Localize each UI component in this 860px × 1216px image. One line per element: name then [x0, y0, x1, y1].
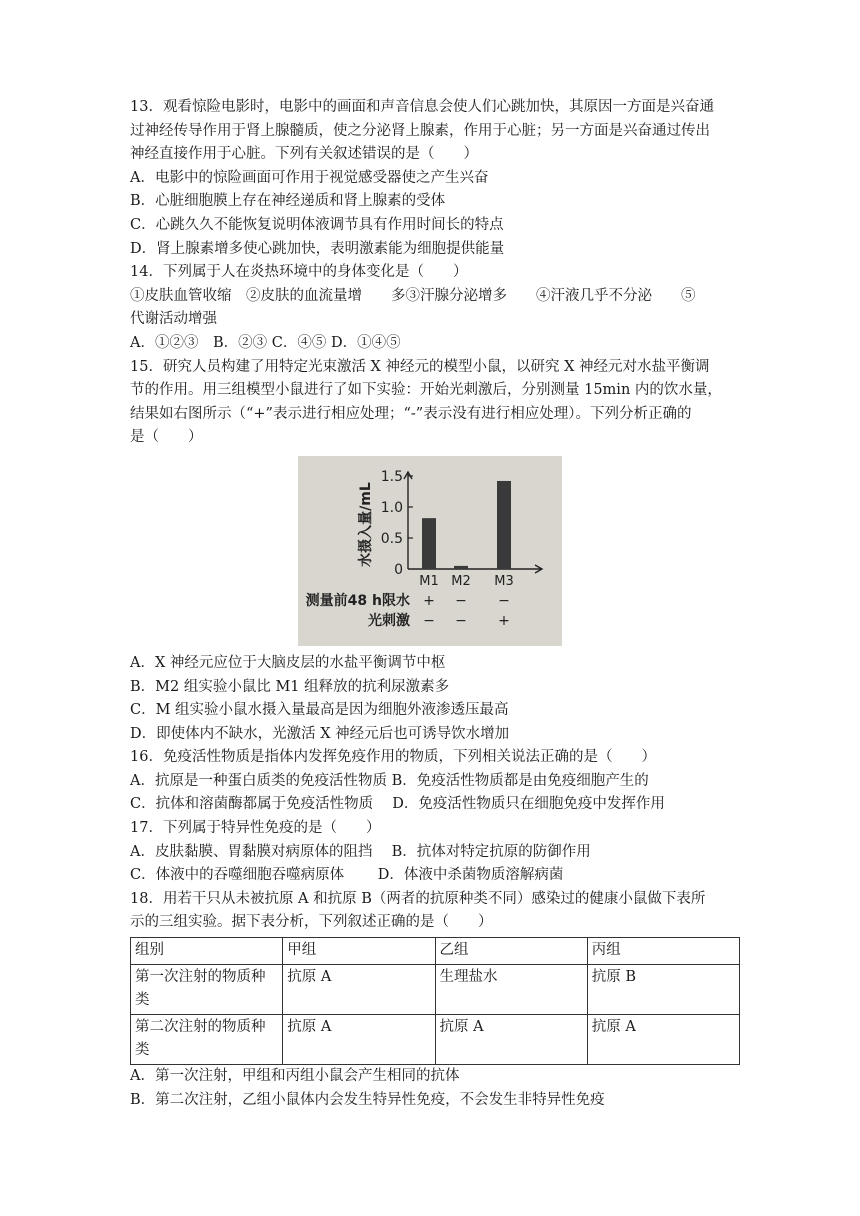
table-cell: 抗原 A	[283, 1014, 435, 1064]
exam-page	[130, 96, 740, 1112]
question-14-options: A．①②③ B．②③ C．④⑤ D．①④⑤	[130, 334, 401, 351]
option-a: A．电影中的惊险画面可作用于视觉感受器使之产生兴奋	[130, 169, 489, 186]
y-axis-label: 水摄入量/mL	[358, 482, 374, 567]
question-18-line: 18．用若干只从未被抗原 A 和抗原 B（两者的抗原种类不同）感染过的健康小鼠做下表所	[130, 890, 706, 907]
text-block-top	[130, 96, 740, 450]
table-header-cell: 乙组	[435, 938, 587, 965]
question-16-line: 16．免疫活性物质是指体内发挥免疫作用的物质，下列相关说法正确的是（ ）	[130, 749, 656, 766]
question-15-line: 结果如右图所示（“+”表示进行相应处理；“-”表示没有进行相应处理）。下列分析正确的	[130, 405, 692, 422]
question-13-line: 过神经传导作用于肾上腺髓质，使之分泌肾上腺素，作用于心脏；另一方面是兴奋通过传出	[130, 122, 710, 139]
y-tick-label: 1.0	[380, 499, 403, 516]
bar-m1	[422, 518, 436, 569]
option-d: D．肾上腺素增多使心跳加快，表明激素能为细胞提供能量	[130, 240, 505, 257]
question-13-line: 神经直接作用于心脏。下列有关叙述错误的是（ ）	[130, 146, 478, 163]
table-cell: 抗原 A	[283, 964, 435, 1014]
table-cell: 抗原 A	[587, 1014, 739, 1064]
treatment-mark: +	[423, 592, 435, 609]
question-14-items: ①皮肤血管收缩 ②皮肤的血流量增 多③汗腺分泌增多 ④汗液几乎不分泌 ⑤	[130, 287, 696, 304]
table-cell: 抗原 B	[587, 964, 739, 1014]
option-a: A．第一次注射，甲组和丙组小鼠会产生相同的抗体	[130, 1068, 460, 1084]
y-tick-label: 0.5	[380, 530, 403, 547]
option-d: D．即使体内不缺水，光激活 X 神经元后也可诱导饮水增加	[130, 725, 510, 742]
y-tick-label: 1.5	[380, 468, 403, 485]
treatment-mark: −	[423, 612, 435, 629]
table-cell: 生理盐水	[435, 964, 587, 1014]
option-b: B．心脏细胞膜上存在神经递质和肾上腺素的受体	[130, 193, 446, 210]
water-intake-bar-chart	[298, 456, 562, 646]
treatment-mark: −	[455, 612, 467, 629]
question-15-line: 是（ ）	[130, 429, 203, 446]
option-c: C．M 组实验小鼠水摄入量最高是因为细胞外液渗透压最高	[130, 702, 509, 719]
x-tick-label: M2	[451, 573, 471, 589]
option-b: B．第二次注射，乙组小鼠体内会发生特异性免疫，不会发生非特异性免疫	[130, 1091, 605, 1108]
option-b: B．M2 组实验小鼠比 M1 组释放的抗利尿激素多	[130, 678, 450, 695]
x-tick-label: M1	[419, 573, 439, 589]
x-tick-label: M3	[494, 573, 514, 589]
options-cd: C．抗体和溶菌酶都属于免疫活性物质 D．免疫活性物质只在细胞免疫中发挥作用	[130, 796, 665, 813]
question-15-line: 节的作用。用三组模型小鼠进行了如下实验：开始光刺激后，分别测量 15min 内的饮水量，	[130, 382, 722, 399]
table-row	[131, 964, 740, 1014]
table-row	[131, 1014, 740, 1064]
table-cell: 第二次注射的物质种类	[131, 1014, 283, 1064]
treatment-mark: −	[455, 592, 467, 609]
experiment-table	[130, 937, 740, 1065]
table-header-cell: 丙组	[587, 938, 739, 965]
treatment-label: 测量前48 h限水	[305, 592, 410, 609]
table-header-cell: 甲组	[283, 938, 435, 965]
bar-m2	[454, 566, 468, 569]
question-15-line: 15．研究人员构建了用特定光束激活 X 神经元的模型小鼠，以研究 X 神经元对水盐平衡调	[130, 358, 710, 375]
treatment-label: 光刺激	[368, 612, 410, 629]
options-cd: C．体液中的吞噬细胞吞噬病原体 D．体液中杀菌物质溶解病菌	[130, 867, 564, 884]
table-cell: 第一次注射的物质种类	[131, 964, 283, 1014]
question-14-line: 14．下列属于人在炎热环境中的身体变化是（ ）	[130, 264, 468, 281]
table-header-cell: 组别	[131, 938, 283, 965]
options-ab: A．抗原是一种蛋白质类的免疫活性物质 B．免疫活性物质都是由免疫细胞产生的	[130, 772, 649, 789]
text-block-bottom	[130, 652, 740, 935]
question-13-line: 13．观看惊险电影时，电影中的画面和声音信息会使人们心跳加快，其原因一方面是兴奋通	[130, 99, 714, 115]
question-17-line: 17．下列属于特异性免疫的是（ ）	[130, 820, 381, 837]
treatment-mark: −	[498, 592, 510, 609]
question-14-items: 代谢活动增强	[130, 311, 217, 328]
text-block-after-table	[130, 1065, 740, 1112]
option-a: A．X 神经元应位于大脑皮层的水盐平衡调节中枢	[130, 654, 446, 671]
options-ab: A．皮肤黏膜、胃黏膜对病原体的阻挡 B．抗体对特定抗原的防御作用	[130, 843, 591, 860]
table-header-row	[131, 938, 740, 965]
question-18-line: 示的三组实验。据下表分析，下列叙述正确的是（ ）	[130, 914, 493, 931]
table-cell: 抗原 A	[435, 1014, 587, 1064]
treatment-mark: +	[498, 612, 510, 629]
y-tick-label: 0	[394, 561, 403, 578]
option-c: C．心跳久久不能恢复说明体液调节具有作用时间长的特点	[130, 216, 504, 233]
bar-m3	[497, 481, 511, 569]
chart-svg	[298, 456, 562, 646]
